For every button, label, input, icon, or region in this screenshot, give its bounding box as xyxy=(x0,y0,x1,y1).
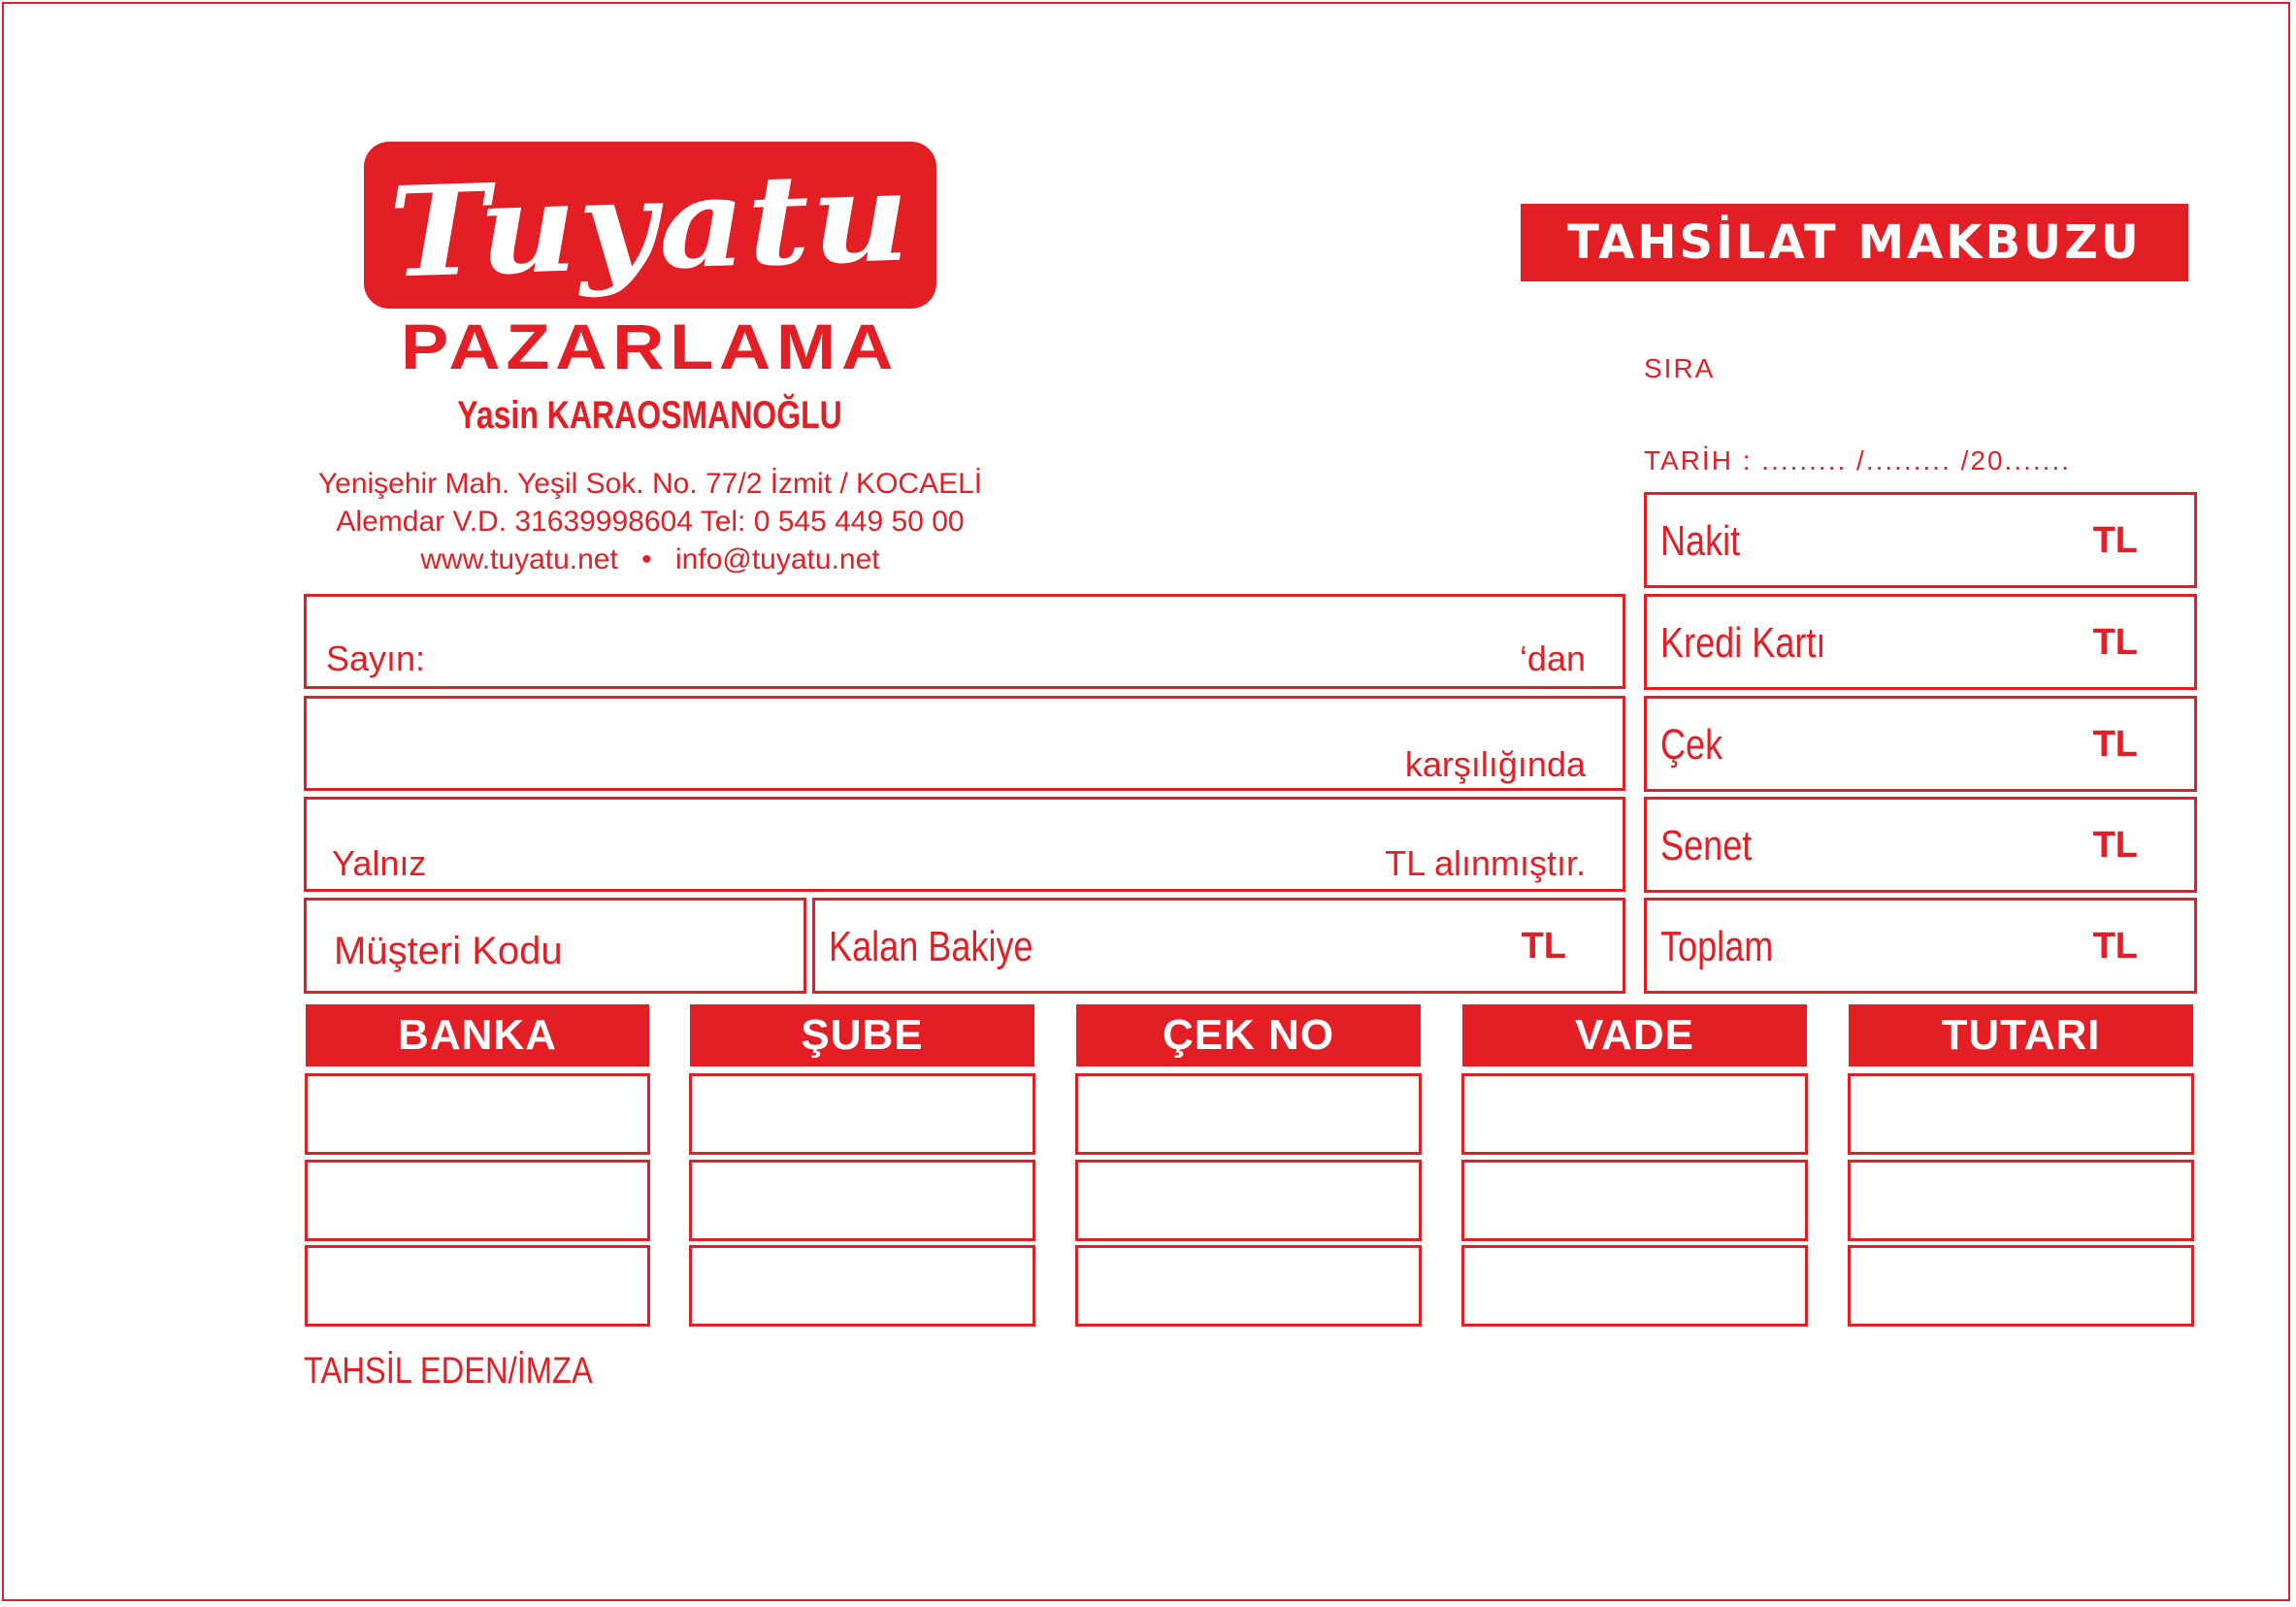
payment-label: Çek xyxy=(1660,721,1723,769)
payment-label: Kredi Kartı xyxy=(1660,619,1826,667)
payment-nakit[interactable] xyxy=(1644,492,2197,588)
table-cell[interactable] xyxy=(689,1073,1035,1155)
payment-kredi-karti[interactable] xyxy=(1644,594,2197,690)
table-cell[interactable] xyxy=(1461,1160,1808,1241)
sira-label: SIRA xyxy=(1644,353,1716,383)
address-line-2: Alemdar V.D. 31639998604 Tel: 0 545 449 50 00 xyxy=(336,506,965,538)
musteri-kodu-label: Müşteri Kodu xyxy=(334,930,563,972)
payment-currency: TL xyxy=(2092,724,2138,765)
payment-toplam[interactable] xyxy=(1644,898,2197,994)
karsiliginda-field[interactable] xyxy=(304,696,1625,791)
sayin-field[interactable] xyxy=(304,594,1625,689)
table-cell[interactable] xyxy=(305,1160,650,1241)
alinmistir-label: TL alınmıştır. xyxy=(1385,843,1586,883)
receipt-title: TAHSİLAT MAKBUZU xyxy=(1521,204,2188,281)
brand-name: Tuyatu xyxy=(386,144,914,307)
yalniz-field[interactable] xyxy=(304,797,1625,892)
table-cell[interactable] xyxy=(689,1160,1035,1241)
brand-subtitle: PAZARLAMA xyxy=(400,311,900,382)
column-header-vade: VADE xyxy=(1462,1004,1807,1066)
address-line-1: Yenişehir Mah. Yeşil Sok. No. 77/2 İzmit / KOCAELİ xyxy=(317,468,983,500)
table-cell[interactable] xyxy=(1848,1160,2194,1241)
column-header-cek-no: ÇEK NO xyxy=(1076,1004,1421,1066)
kalan-bakiye-currency: TL xyxy=(1521,926,1566,967)
table-cell[interactable] xyxy=(1075,1073,1422,1155)
signature-label: TAHSİL EDEN/İMZA xyxy=(304,1351,593,1392)
payment-label: Nakit xyxy=(1660,517,1741,565)
table-cell[interactable] xyxy=(305,1073,650,1155)
tarih-label: TARİH : ......... /......... /20....... xyxy=(1644,445,2072,476)
payment-cek[interactable] xyxy=(1644,696,2197,792)
email-link[interactable]: info@tuyatu.net xyxy=(675,543,880,575)
musteri-kodu-field[interactable] xyxy=(304,898,806,994)
payment-currency: TL xyxy=(2092,825,2138,866)
payment-currency: TL xyxy=(2092,622,2138,663)
owner-name: Yasin KARAOSMANOĞLU xyxy=(457,394,842,437)
payment-label: Toplam xyxy=(1660,923,1774,970)
column-header-tutari: TUTARI xyxy=(1849,1004,2193,1066)
brand-logo-text xyxy=(386,144,914,307)
kalan-bakiye-label: Kalan Bakiye xyxy=(829,923,1033,970)
table-cell[interactable] xyxy=(1461,1073,1808,1155)
payment-currency: TL xyxy=(2092,926,2138,967)
separator-dot: • xyxy=(641,543,652,575)
column-header-banka: BANKA xyxy=(306,1004,649,1066)
karsiliginda-label: karşılığında xyxy=(1404,744,1586,784)
table-cell[interactable] xyxy=(305,1245,650,1327)
table-cell[interactable] xyxy=(1848,1073,2194,1155)
payment-senet[interactable] xyxy=(1644,797,2197,893)
brand-logo xyxy=(364,142,936,309)
dan-label: ‘dan xyxy=(1519,639,1586,678)
kalan-bakiye-field[interactable] xyxy=(812,898,1625,994)
table-cell[interactable] xyxy=(1075,1245,1422,1327)
yalniz-label: Yalnız xyxy=(332,843,427,883)
table-cell[interactable] xyxy=(1075,1160,1422,1241)
contact-line xyxy=(281,545,1019,574)
payment-label: Senet xyxy=(1660,822,1753,869)
column-header-sube: ŞUBE xyxy=(690,1004,1034,1066)
table-cell[interactable] xyxy=(1848,1245,2194,1327)
table-cell[interactable] xyxy=(1461,1245,1808,1327)
payment-currency: TL xyxy=(2092,520,2138,561)
sayin-label: Sayın: xyxy=(326,639,426,678)
website-link[interactable]: www.tuyatu.net xyxy=(420,543,618,575)
table-cell[interactable] xyxy=(689,1245,1035,1327)
